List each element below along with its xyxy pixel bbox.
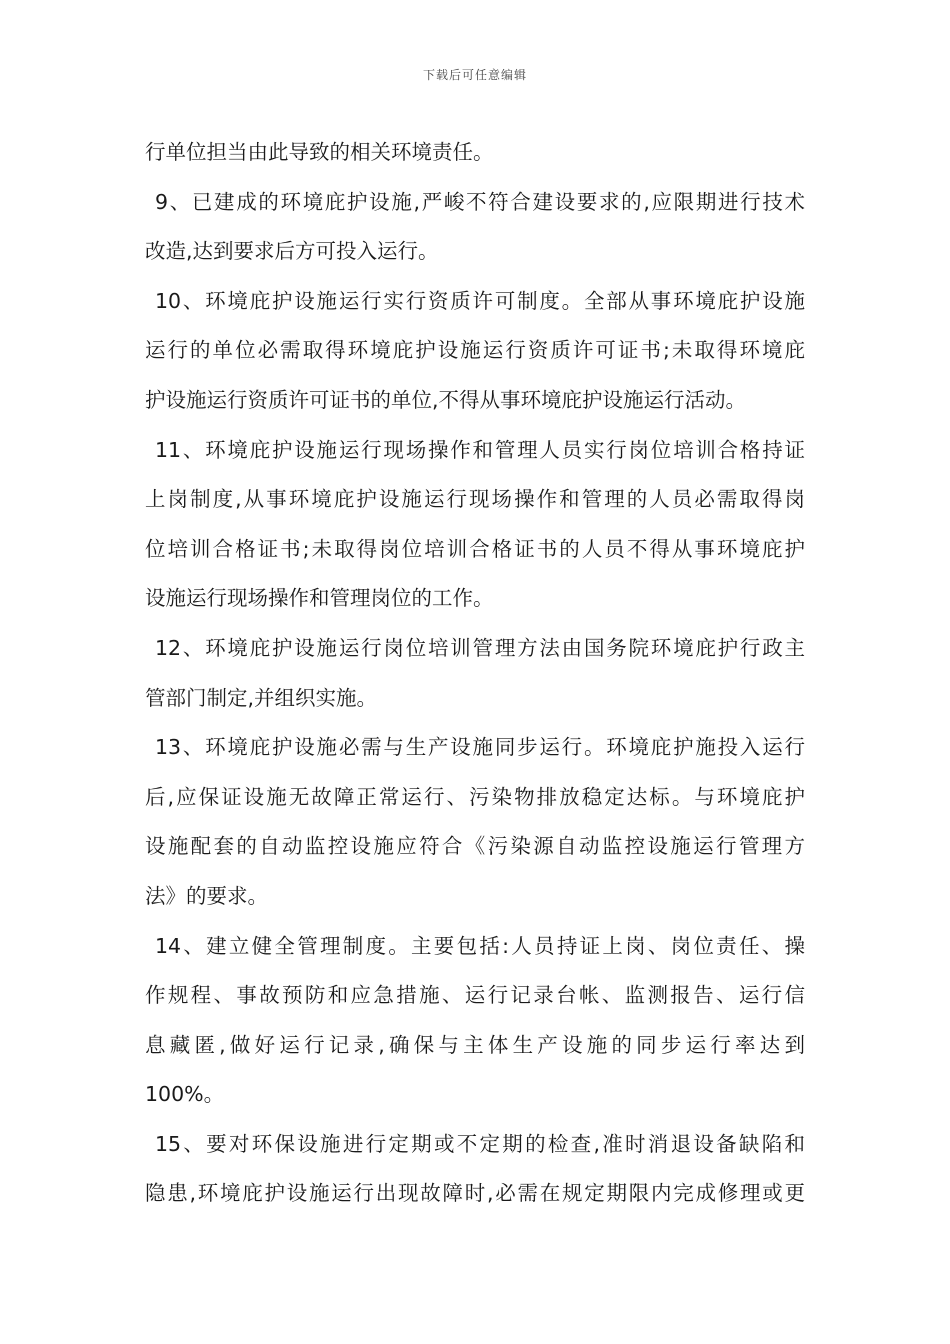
text-line: 改造,达到要求后方可投入运行。 — [145, 239, 439, 264]
text-line: 9、已建成的环境庇护设施,严峻不符合建设要求的,应限期进行技术 — [155, 189, 805, 214]
text-line: 位培训合格证书;未取得岗位培训合格证书的人员不得从事环境庇护 — [145, 536, 805, 561]
text-line: 15、要对环保设施进行定期或不定期的检查,准时消退设备缺陷和 — [155, 1131, 805, 1156]
text-line: 隐患,环境庇护设施运行出现故障时,必需在规定期限内完成修理或更 — [145, 1181, 805, 1206]
text-line: 作规程、事故预防和应急措施、运行记录台帐、监测报告、运行信 — [145, 983, 805, 1008]
text-line: 法》的要求。 — [145, 883, 268, 908]
text-line: 100%。 — [145, 1082, 225, 1107]
text-line: 行单位担当由此导致的相关环境责任。 — [145, 140, 494, 164]
text-line: 设施运行现场操作和管理岗位的工作。 — [145, 586, 494, 611]
text-line: 11、环境庇护设施运行现场操作和管理人员实行岗位培训合格持证 — [155, 437, 805, 462]
text-line: 13、环境庇护设施必需与生产设施同步运行。环境庇护施投入运行 — [155, 735, 805, 760]
document-body — [145, 128, 805, 1219]
text-line: 12、环境庇护设施运行岗位培训管理方法由国务院环境庇护行政主 — [155, 635, 805, 660]
page-header: 下载后可任意编辑 — [422, 68, 527, 82]
text-line: 息藏匿,做好运行记录,确保与主体生产设施的同步运行率达到 — [145, 1032, 805, 1057]
text-line: 14、建立健全管理制度。主要包括:人员持证上岗、岗位责任、操 — [155, 933, 805, 958]
text-line: 10、环境庇护设施运行实行资质许可制度。全部从事环境庇护设施 — [155, 288, 805, 313]
text-line: 护设施运行资质许可证书的单位,不得从事环境庇护设施运行活动。 — [145, 387, 747, 412]
text-line: 设施配套的自动监控设施应符合《污染源自动监控设施运行管理方 — [145, 834, 805, 859]
text-line: 上岗制度,从事环境庇护设施运行现场操作和管理的人员必需取得岗 — [145, 487, 805, 512]
text-line: 运行的单位必需取得环境庇护设施运行资质许可证书;未取得环境庇 — [145, 338, 805, 363]
text-line: 管部门制定,并组织实施。 — [145, 685, 378, 710]
text-line: 后,应保证设施无故障正常运行、污染物排放稳定达标。与环境庇护 — [145, 784, 805, 809]
